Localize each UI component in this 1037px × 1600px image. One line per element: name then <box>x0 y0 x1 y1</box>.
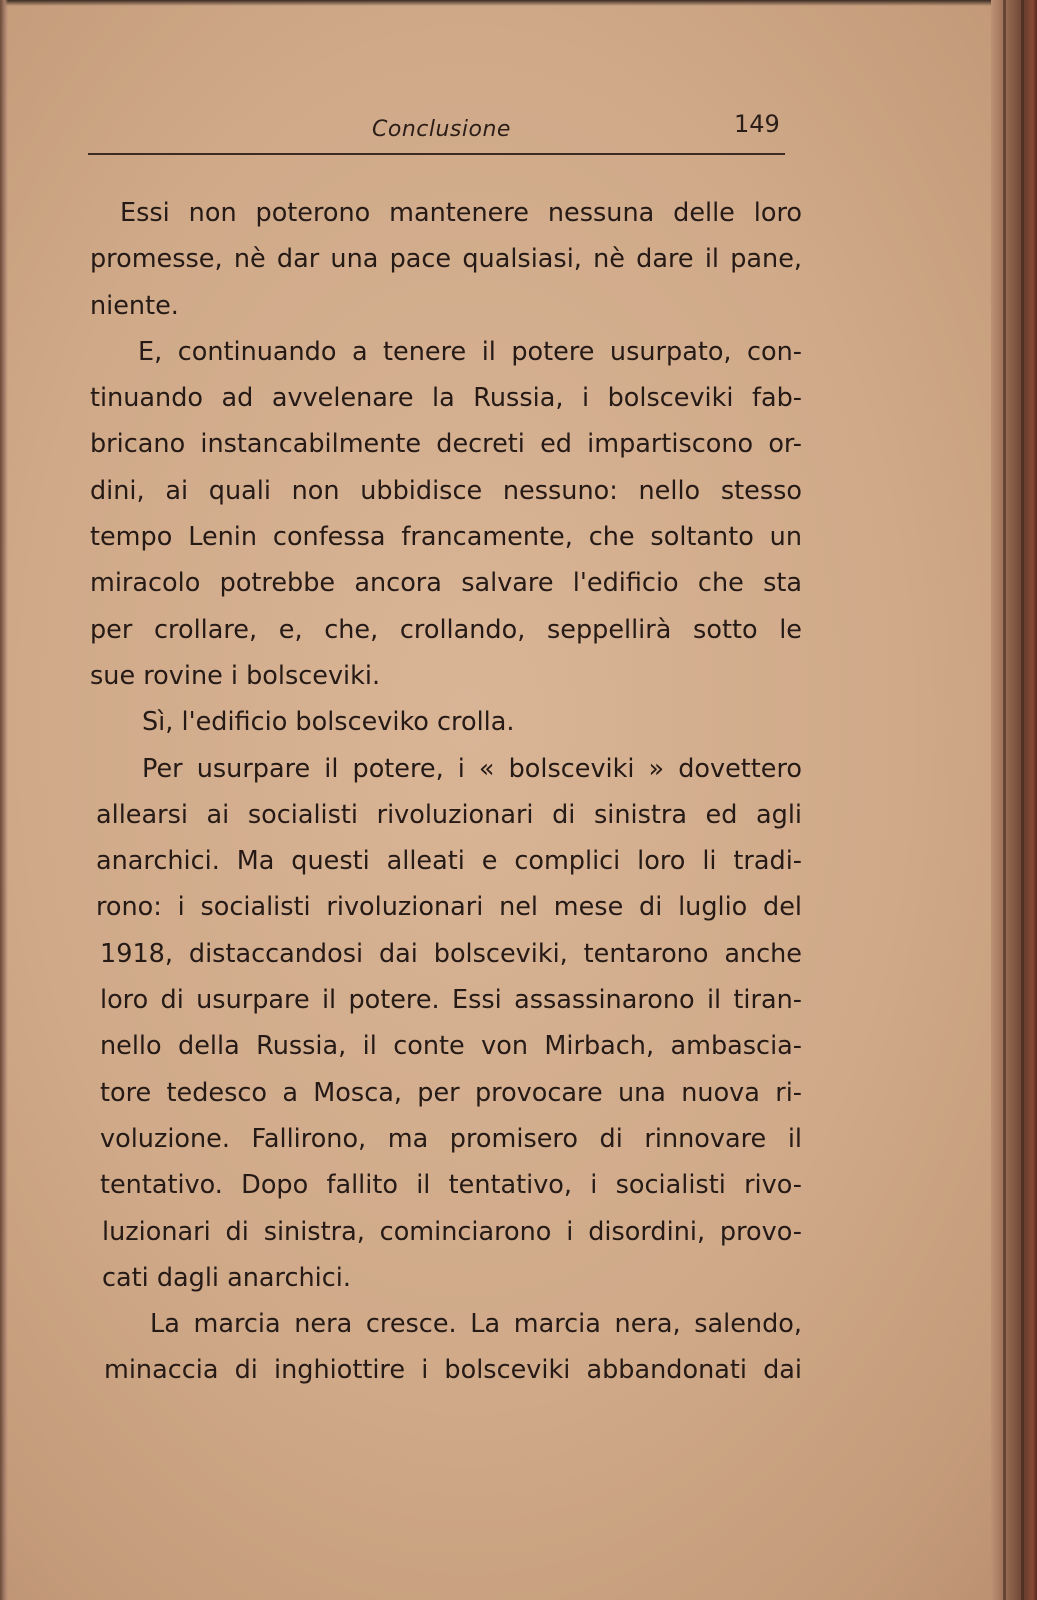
page-top-shadow <box>0 0 1037 6</box>
text-line: bricano instancabilmente decreti ed impartiscono or- <box>90 429 802 460</box>
body-text <box>90 190 802 1394</box>
text-line: anarchici. Ma questi alleati e complici loro li tradi- <box>96 846 802 877</box>
text-line: Essi non poterono mantenere nessuna delle loro <box>120 198 802 228</box>
text-line: tentativo. Dopo fallito il tentativo, i socialisti rivo- <box>100 1170 802 1201</box>
text-line: allearsi ai socialisti rivoluzionari di sinistra ed agli <box>96 799 802 830</box>
text-line: miracolo potrebbe ancora salvare l'edificio che sta <box>90 568 802 599</box>
text-line: sue rovine i bolsceviki. <box>90 660 381 691</box>
text-line: per crollare, e, che, crollando, seppellirà sotto le <box>90 614 802 645</box>
spine-crease <box>1021 0 1024 1600</box>
text-line: cati dagli anarchici. <box>102 1262 351 1293</box>
book-spine-edge <box>991 0 1037 1600</box>
text-line: dini, ai quali non ubbidisce nessuno: nello stesso <box>90 475 802 506</box>
text-line: luzionari di sinistra, cominciarono i disordini, provo- <box>102 1216 802 1247</box>
text-line: Sì, l'edificio bolsceviko crolla. <box>142 707 515 738</box>
text-line: Per usurpare il potere, i « bolsceviki » dovettero <box>142 753 802 784</box>
text-line: niente. <box>90 290 179 321</box>
text-line: tempo Lenin confessa francamente, che soltanto un <box>90 522 802 553</box>
text-line: tinuando ad avvelenare la Russia, i bolsceviki fab- <box>90 383 802 414</box>
spine-crease <box>1003 0 1006 1600</box>
text-line: 1918, distaccandosi dai bolsceviki, tentarono anche <box>100 938 802 969</box>
page-left-edge <box>0 0 8 1600</box>
text-line: La marcia nera cresce. La marcia nera, salendo, <box>150 1309 802 1340</box>
running-title: Conclusione <box>372 117 511 142</box>
header-rule <box>88 153 785 155</box>
text-line: E, continuando a tenere il potere usurpato, con- <box>138 336 802 367</box>
text-line: loro di usurpare il potere. Essi assassinarono il tiran- <box>100 985 802 1016</box>
text-line: minaccia di inghiottire i bolsceviki abbandonati dai <box>104 1355 802 1386</box>
page-header <box>88 108 788 148</box>
text-line: tore tedesco a Mosca, per provocare una nuova ri- <box>100 1077 802 1108</box>
text-line: rono: i socialisti rivoluzionari nel mese di luglio del <box>96 892 802 923</box>
text-line: voluzione. Fallirono, ma promisero di rinnovare il <box>100 1123 802 1154</box>
text-line: promesse, nè dar una pace qualsiasi, nè dare il pane, <box>90 244 802 275</box>
text-line: nello della Russia, il conte von Mirbach, ambascia- <box>100 1031 802 1062</box>
page-number: 149 <box>734 110 780 138</box>
